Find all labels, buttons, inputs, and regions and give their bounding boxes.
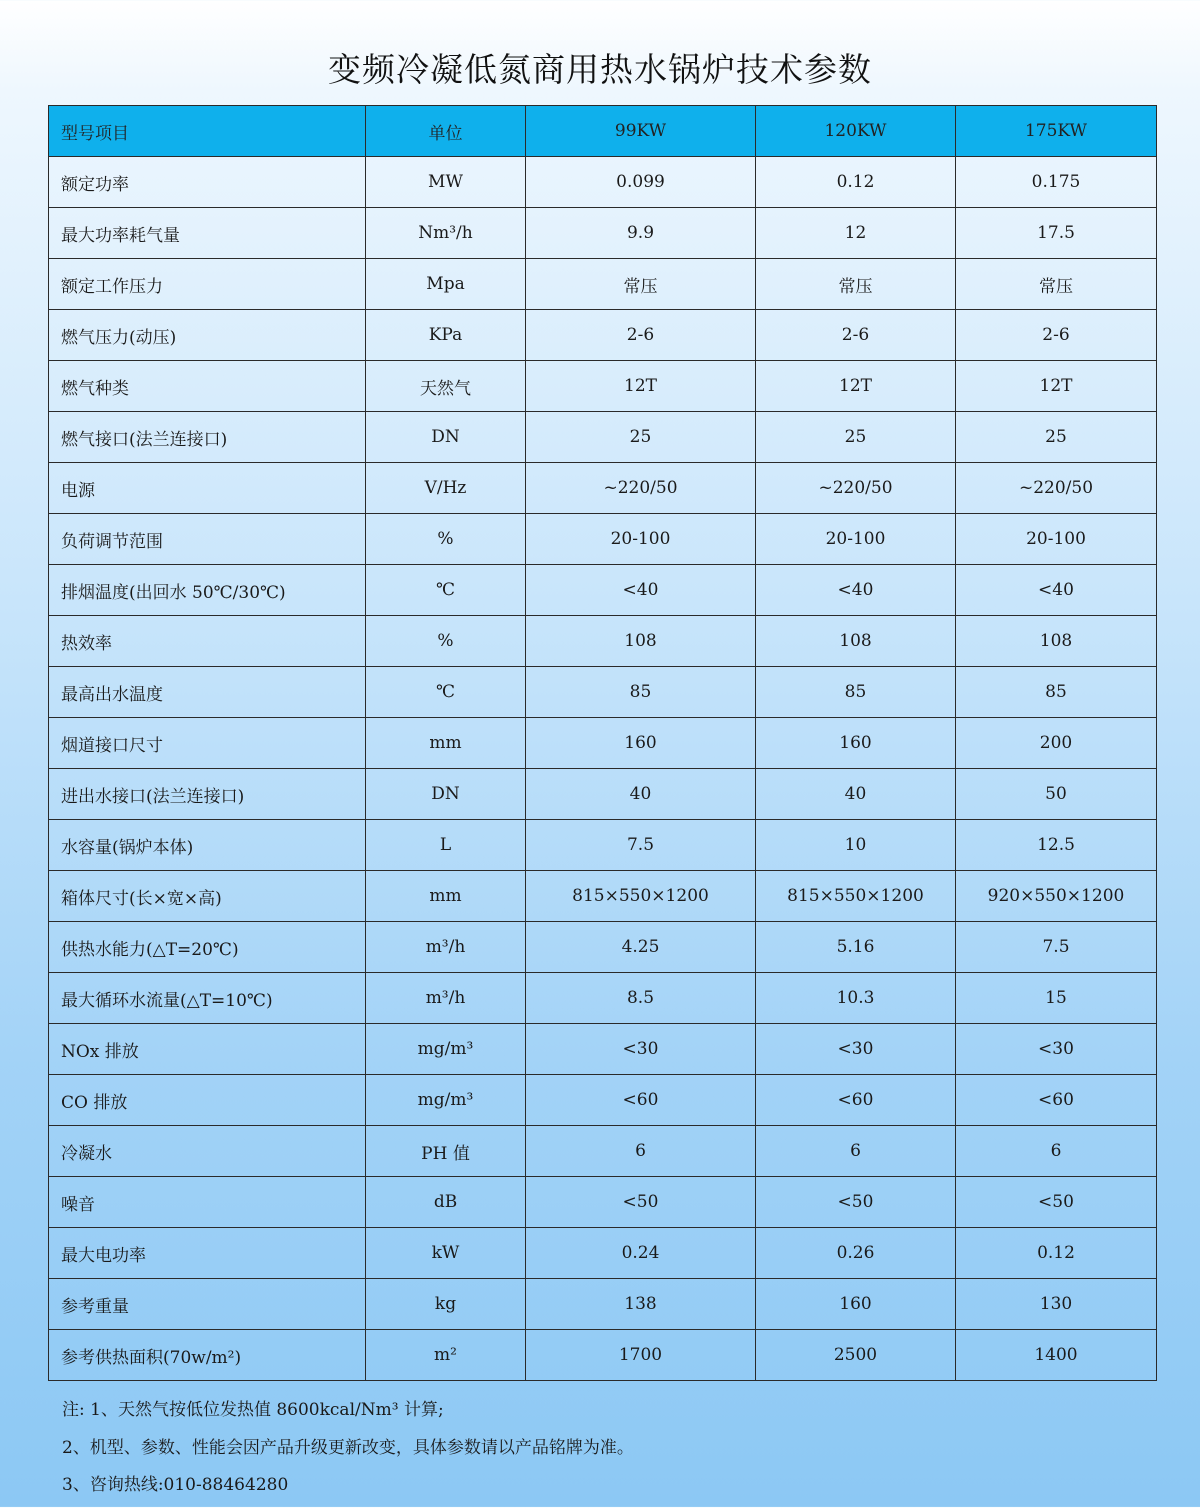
table-row	[49, 1075, 1157, 1126]
row-unit: kg	[366, 1279, 526, 1330]
cell-175kw: 85	[956, 667, 1157, 718]
row-unit: Nm³/h	[366, 208, 526, 259]
note-1: 注: 1、天然气按低位发热值 8600kcal/Nm³ 计算;	[62, 1400, 444, 1420]
table-row	[49, 1279, 1157, 1330]
row-unit: MW	[366, 157, 526, 208]
row-label: 额定工作压力	[49, 259, 366, 310]
cell-120kw: 12T	[756, 361, 956, 412]
cell-175kw: 0.175	[956, 157, 1157, 208]
row-unit: %	[366, 616, 526, 667]
cell-175kw: 920×550×1200	[956, 871, 1157, 922]
row-unit: kW	[366, 1228, 526, 1279]
notes	[62, 1397, 634, 1510]
cell-120kw: <60	[756, 1075, 956, 1126]
cell-120kw: 0.26	[756, 1228, 956, 1279]
row-unit: KPa	[366, 310, 526, 361]
header-model-120kw: 120KW	[756, 106, 956, 157]
row-label: 冷凝水	[49, 1126, 366, 1177]
row-label: 参考供热面积(70w/m²)	[49, 1330, 366, 1381]
table-row	[49, 1177, 1157, 1228]
cell-120kw: 0.12	[756, 157, 956, 208]
cell-175kw: <60	[956, 1075, 1157, 1126]
row-label: 最大功率耗气量	[49, 208, 366, 259]
cell-99kw: 9.9	[526, 208, 756, 259]
row-unit: DN	[366, 412, 526, 463]
header-model-99kw: 99KW	[526, 106, 756, 157]
cell-175kw: <40	[956, 565, 1157, 616]
table-row	[49, 259, 1157, 310]
cell-99kw: 2-6	[526, 310, 756, 361]
row-unit: dB	[366, 1177, 526, 1228]
cell-99kw: 7.5	[526, 820, 756, 871]
cell-175kw: 0.12	[956, 1228, 1157, 1279]
table-row	[49, 208, 1157, 259]
row-label: 参考重量	[49, 1279, 366, 1330]
row-unit: ℃	[366, 667, 526, 718]
row-label: 电源	[49, 463, 366, 514]
cell-175kw: 2-6	[956, 310, 1157, 361]
note-2: 2、机型、参数、性能会因产品升级更新改变，具体参数请以产品铭牌为准。	[62, 1437, 634, 1458]
cell-99kw: 85	[526, 667, 756, 718]
cell-99kw: ~220/50	[526, 463, 756, 514]
cell-99kw: <30	[526, 1024, 756, 1075]
row-label: 排烟温度(出回水 50℃/30℃)	[49, 565, 366, 616]
row-unit: mg/m³	[366, 1075, 526, 1126]
row-label: 燃气压力(动压)	[49, 310, 366, 361]
cell-99kw: <60	[526, 1075, 756, 1126]
cell-99kw: 常压	[526, 259, 756, 310]
header-item: 型号项目	[49, 106, 366, 157]
row-label: 热效率	[49, 616, 366, 667]
table-row	[49, 667, 1157, 718]
table-row	[49, 973, 1157, 1024]
row-label: 箱体尺寸(长×宽×高)	[49, 871, 366, 922]
cell-120kw: 常压	[756, 259, 956, 310]
row-label: 进出水接口(法兰连接口)	[49, 769, 366, 820]
cell-120kw: 40	[756, 769, 956, 820]
row-unit: m³/h	[366, 973, 526, 1024]
row-label: 供热水能力(△T=20℃)	[49, 922, 366, 973]
cell-99kw: 108	[526, 616, 756, 667]
cell-99kw: 4.25	[526, 922, 756, 973]
table-row	[49, 820, 1157, 871]
row-unit: mm	[366, 871, 526, 922]
row-label: 烟道接口尺寸	[49, 718, 366, 769]
cell-175kw: 25	[956, 412, 1157, 463]
cell-120kw: 108	[756, 616, 956, 667]
cell-120kw: 5.16	[756, 922, 956, 973]
row-unit: %	[366, 514, 526, 565]
row-unit: m²	[366, 1330, 526, 1381]
table-row	[49, 361, 1157, 412]
row-unit: 天然气	[366, 361, 526, 412]
cell-99kw: 1700	[526, 1330, 756, 1381]
header-model-175kw: 175KW	[956, 106, 1157, 157]
row-unit: V/Hz	[366, 463, 526, 514]
cell-175kw: 12.5	[956, 820, 1157, 871]
table-row	[49, 718, 1157, 769]
table-row	[49, 1024, 1157, 1075]
cell-99kw: <40	[526, 565, 756, 616]
cell-120kw: 25	[756, 412, 956, 463]
row-unit: L	[366, 820, 526, 871]
table-row	[49, 1126, 1157, 1177]
cell-175kw: 17.5	[956, 208, 1157, 259]
cell-99kw: <50	[526, 1177, 756, 1228]
note-3: 3、咨询热线:010-88464280	[62, 1475, 289, 1495]
cell-175kw: 常压	[956, 259, 1157, 310]
cell-99kw: 815×550×1200	[526, 871, 756, 922]
table-row	[49, 922, 1157, 973]
table-row	[49, 310, 1157, 361]
row-unit: mm	[366, 718, 526, 769]
cell-120kw: ~220/50	[756, 463, 956, 514]
cell-175kw: 12T	[956, 361, 1157, 412]
cell-120kw: 2-6	[756, 310, 956, 361]
cell-175kw: <30	[956, 1024, 1157, 1075]
table-row	[49, 463, 1157, 514]
table-row	[49, 412, 1157, 463]
cell-120kw: 10	[756, 820, 956, 871]
cell-120kw: 2500	[756, 1330, 956, 1381]
row-unit: ℃	[366, 565, 526, 616]
table-row	[49, 565, 1157, 616]
cell-99kw: 0.24	[526, 1228, 756, 1279]
table-body	[49, 157, 1157, 1381]
row-label: 额定功率	[49, 157, 366, 208]
cell-175kw: 15	[956, 973, 1157, 1024]
table-row	[49, 616, 1157, 667]
cell-120kw: <40	[756, 565, 956, 616]
row-unit: PH 值	[366, 1126, 526, 1177]
row-unit: mg/m³	[366, 1024, 526, 1075]
row-label: 最大循环水流量(△T=10℃)	[49, 973, 366, 1024]
cell-120kw: 6	[756, 1126, 956, 1177]
cell-120kw: 815×550×1200	[756, 871, 956, 922]
row-label: NOx 排放	[49, 1024, 366, 1075]
cell-175kw: 130	[956, 1279, 1157, 1330]
cell-175kw: 50	[956, 769, 1157, 820]
cell-120kw: 160	[756, 718, 956, 769]
header-unit: 单位	[366, 106, 526, 157]
row-unit: Mpa	[366, 259, 526, 310]
table-row	[49, 871, 1157, 922]
cell-175kw: 1400	[956, 1330, 1157, 1381]
spec-table	[48, 105, 1157, 1381]
row-label: 燃气种类	[49, 361, 366, 412]
cell-175kw: ~220/50	[956, 463, 1157, 514]
cell-99kw: 160	[526, 718, 756, 769]
row-label: 水容量(锅炉本体)	[49, 820, 366, 871]
cell-120kw: 10.3	[756, 973, 956, 1024]
cell-120kw: 85	[756, 667, 956, 718]
row-unit: m³/h	[366, 922, 526, 973]
row-unit: DN	[366, 769, 526, 820]
cell-120kw: <30	[756, 1024, 956, 1075]
row-label: 燃气接口(法兰连接口)	[49, 412, 366, 463]
cell-120kw: 20-100	[756, 514, 956, 565]
row-label: 噪音	[49, 1177, 366, 1228]
cell-175kw: 6	[956, 1126, 1157, 1177]
cell-99kw: 20-100	[526, 514, 756, 565]
cell-99kw: 25	[526, 412, 756, 463]
table-row	[49, 157, 1157, 208]
page-title: 变频冷凝低氮商用热水锅炉技术参数	[328, 50, 872, 89]
cell-99kw: 138	[526, 1279, 756, 1330]
table-row	[49, 1228, 1157, 1279]
table-row	[49, 1330, 1157, 1381]
cell-175kw: 7.5	[956, 922, 1157, 973]
cell-120kw: 12	[756, 208, 956, 259]
cell-120kw: 160	[756, 1279, 956, 1330]
row-label: 最大电功率	[49, 1228, 366, 1279]
table-row	[49, 769, 1157, 820]
row-label: 最高出水温度	[49, 667, 366, 718]
cell-99kw: 40	[526, 769, 756, 820]
row-label: 负荷调节范围	[49, 514, 366, 565]
cell-99kw: 12T	[526, 361, 756, 412]
cell-175kw: 108	[956, 616, 1157, 667]
cell-99kw: 8.5	[526, 973, 756, 1024]
cell-120kw: <50	[756, 1177, 956, 1228]
cell-99kw: 6	[526, 1126, 756, 1177]
cell-175kw: 20-100	[956, 514, 1157, 565]
cell-99kw: 0.099	[526, 157, 756, 208]
table-row	[49, 514, 1157, 565]
cell-175kw: 200	[956, 718, 1157, 769]
cell-175kw: <50	[956, 1177, 1157, 1228]
table-header-row	[49, 106, 1157, 157]
row-label: CO 排放	[49, 1075, 366, 1126]
